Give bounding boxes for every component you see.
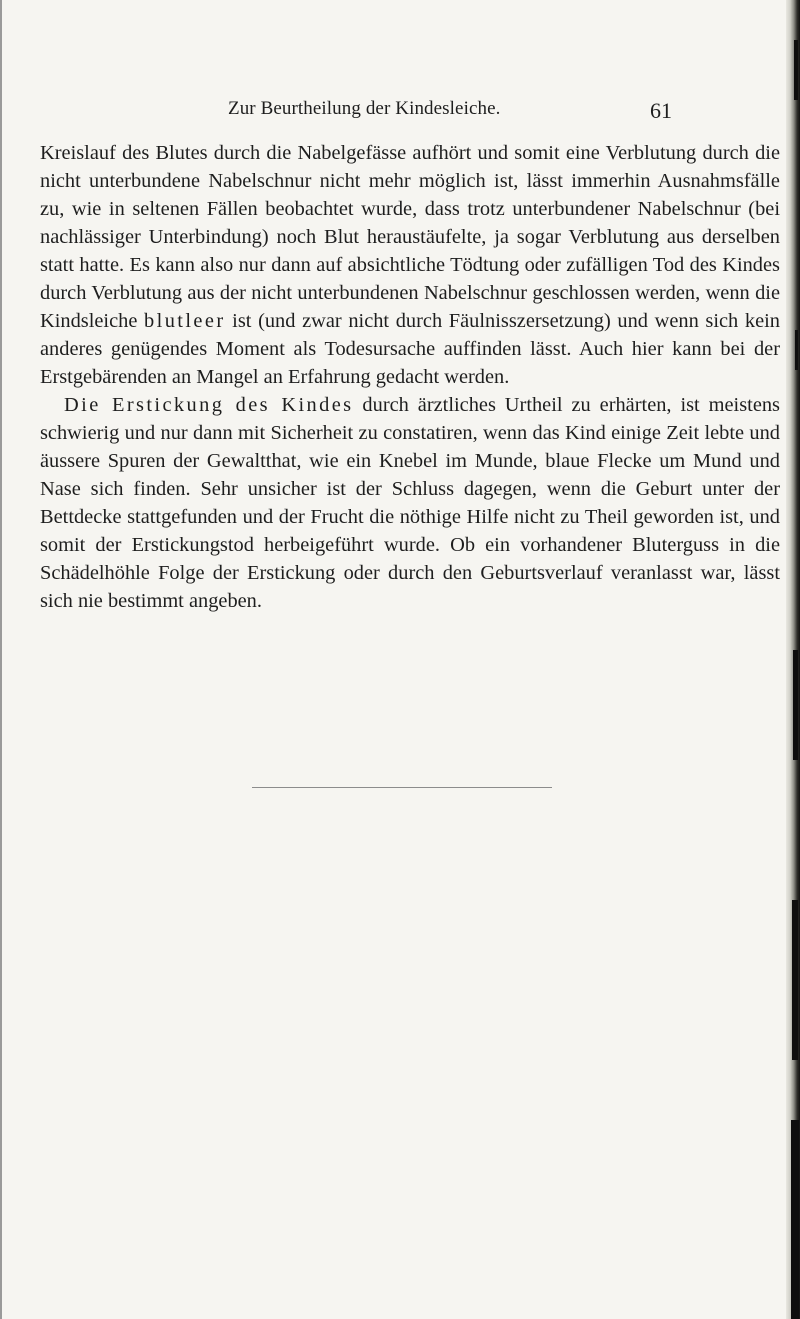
- emphasis-blutleer: blutleer: [144, 310, 226, 332]
- body-text: [40, 139, 780, 615]
- running-head: [0, 98, 800, 128]
- emphasis-erstickung: Die Erstickung des Kindes: [64, 394, 354, 416]
- paragraph-2: [40, 391, 780, 615]
- running-title: Zur Beurtheilung der Kindesleiche.: [228, 98, 501, 119]
- paragraph-1-text-after: ist (und zwar nicht durch Fäulnisszersetzung) und wenn sich kein anderes genügendes Moment als Todesursache auffinden lässt. Auch hier kann bei der Erstgebärenden an Mangel an Erfahrung gedacht werden.: [40, 310, 780, 388]
- paragraph-1-text: Kreislauf des Blutes durch die Nabelgefässe aufhört und somit eine Verblutung durch die nicht unterbundene Nabelschnur nicht mehr möglich ist, lässt immerhin Ausnahmsfälle zu, wie in seltenen Fällen beobachtet wurde, dass trotz unterbundener Nabelschnur (bei nachlässiger Unterbindung) noch Blut heraustäufelte, ja sogar Verblutung aus derselben statt hatte. Es kann also nur dann auf absichtliche Tödtung oder zufälligen Tod des Kindes durch Verblutung aus der nicht unterbundenen Nabelschnur geschlossen werden, wenn die Kindsleiche: [40, 142, 780, 332]
- paragraph-1: [40, 139, 780, 391]
- paragraph-2-text-after: durch ärztliches Urtheil zu erhärten, ist meistens schwierig und nur dann mit Sicherheit zu constatiren, wenn das Kind einige Zeit lebte und äussere Spuren der Gewaltthat, wie ein Knebel im Munde, blaue Flecke um Mund und Nase sich finden. Sehr unsicher ist der Schluss dagegen, wenn die Geburt unter der Bettdecke stattgefunden und der Frucht die nöthige Hilfe nicht zu Theil geworden ist, und somit der Erstickungstod herbeigeführt wurde. Ob ein vorhandener Bluterguss in die Schädelhöhle Folge der Erstickung oder durch den Geburtsverlauf veranlasst war, lässt sich nie bestimmt angeben.: [40, 394, 780, 612]
- book-binding-edge: [786, 0, 800, 1319]
- section-end-rule: [252, 787, 552, 788]
- page-left-edge: [0, 0, 2, 1319]
- page-number: 61: [650, 98, 672, 123]
